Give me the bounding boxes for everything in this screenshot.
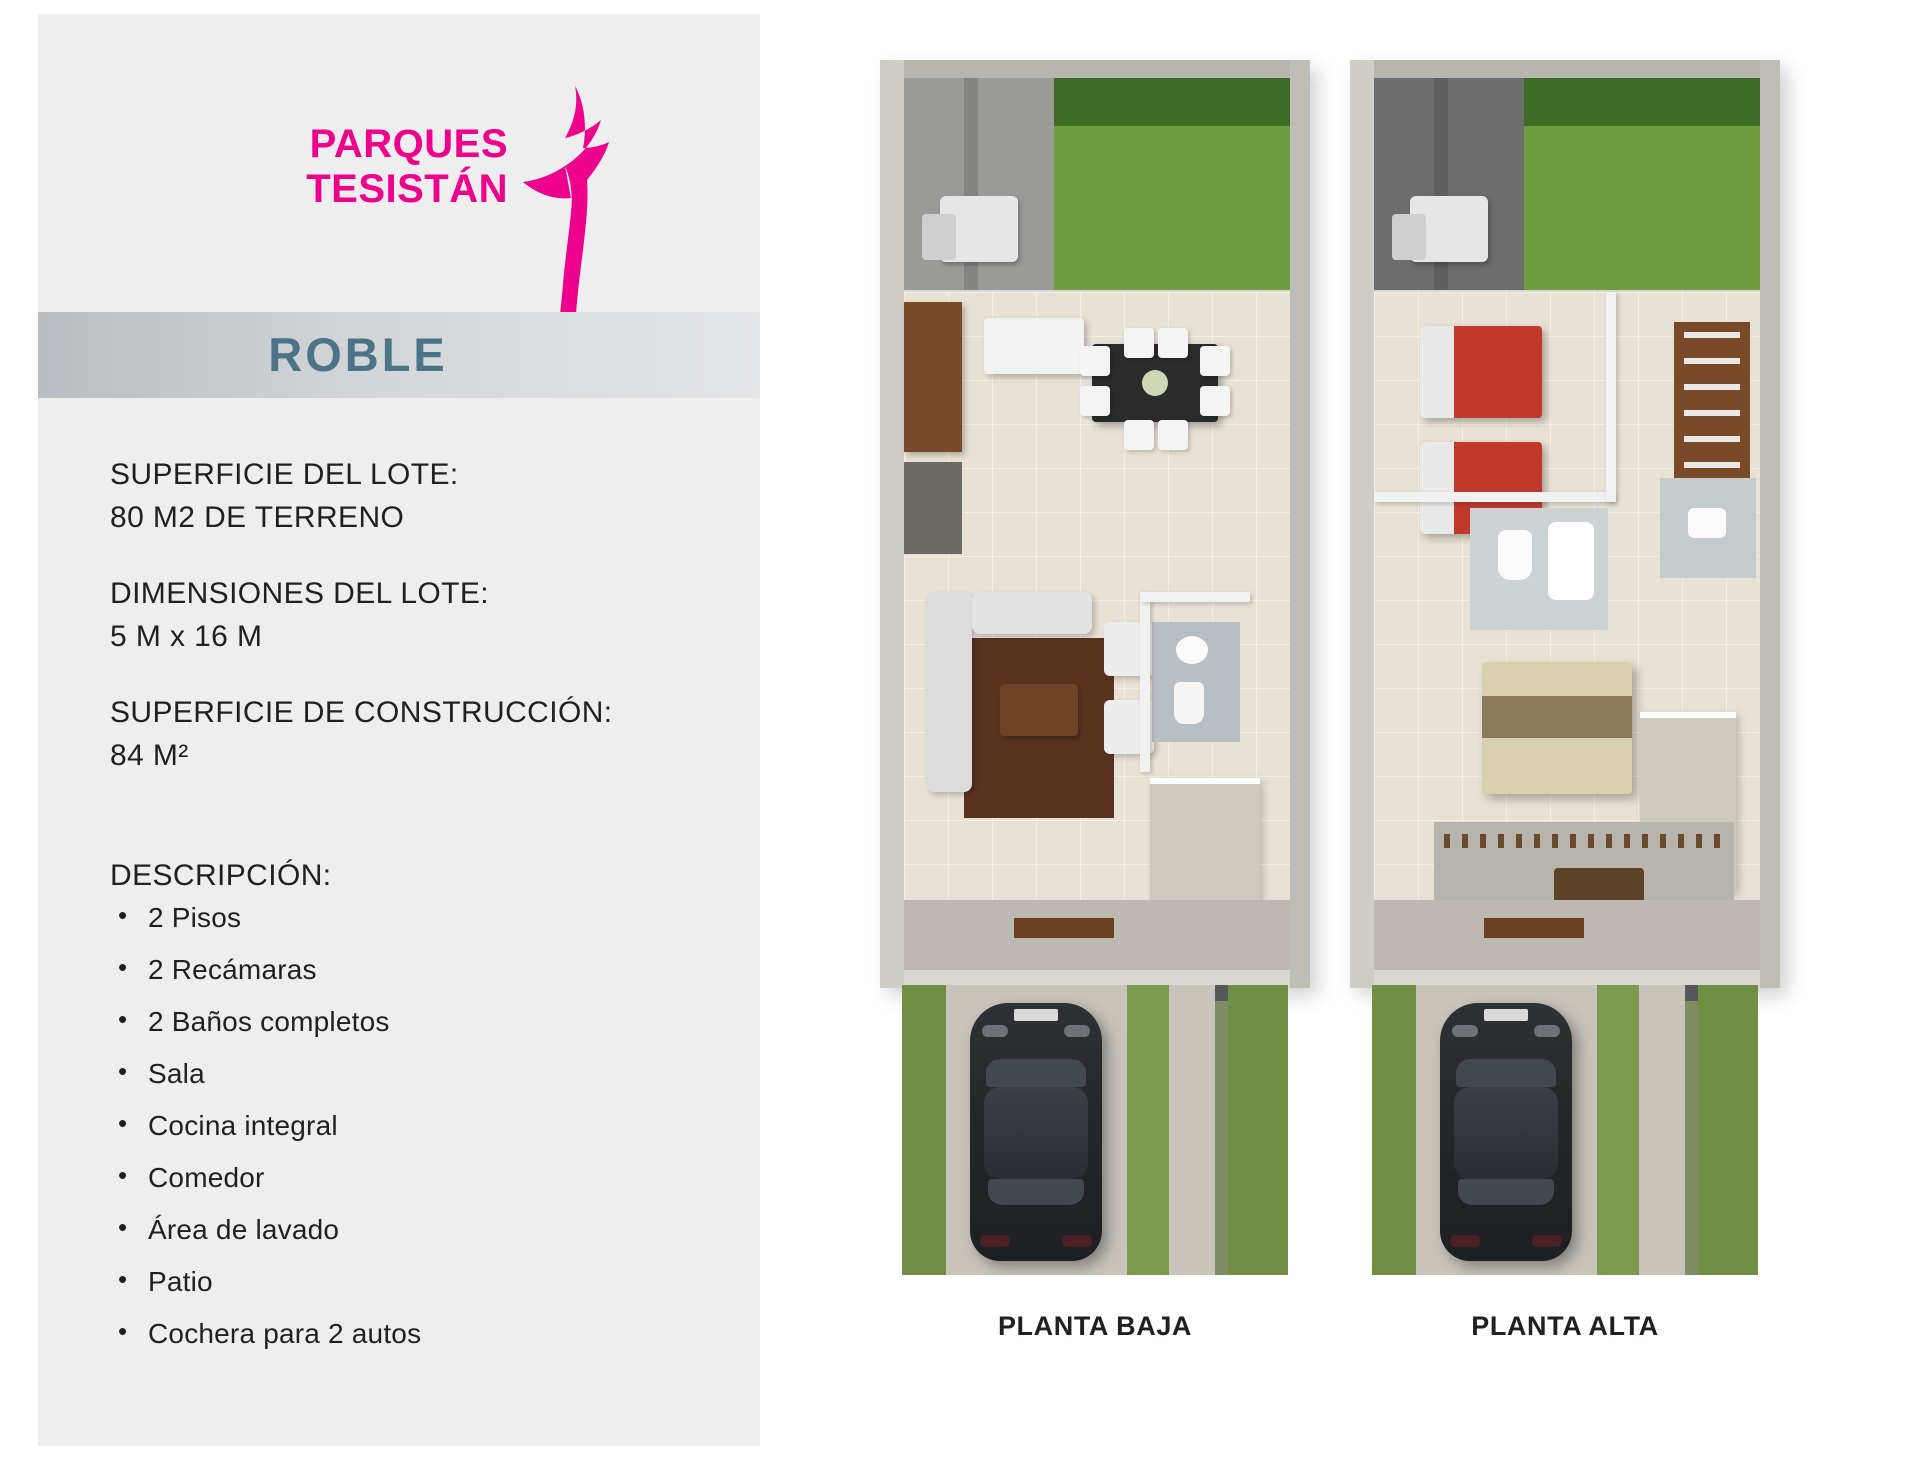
upper-floor-interior [1374, 292, 1760, 970]
description-list [110, 904, 710, 1372]
coffee-table [1000, 684, 1078, 736]
list-item: • Patio [110, 1268, 710, 1296]
front-door [1014, 918, 1114, 938]
spec-value: 80 M2 DE TERRENO [110, 500, 405, 534]
list-item: • 2 Baños completos [110, 1008, 710, 1036]
floor-plan-ground-render [880, 60, 1310, 1280]
spec-value: 84 M² [110, 738, 189, 772]
brand-name [238, 122, 508, 212]
spec-item [110, 454, 730, 539]
bathroom-secondary [1660, 478, 1756, 578]
spec-label: DIMENSIONES DEL LOTE: [110, 577, 490, 611]
spec-label: SUPERFICIE DEL LOTE: [110, 458, 459, 491]
info-panel [38, 14, 760, 1446]
spec-value: 5 M x 16 M [110, 619, 263, 653]
list-item: • 2 Recámaras [110, 956, 710, 984]
sofa [926, 592, 972, 792]
list-item: • Cochera para 2 autos [110, 1320, 710, 1348]
list-item: • Área de lavado [110, 1216, 710, 1244]
patio-area [904, 78, 1290, 290]
floor-plan-caption-ground: PLANTA BAJA [997, 1311, 1193, 1341]
balcony-rail [1484, 918, 1584, 938]
list-item: • Sala [110, 1060, 710, 1088]
floor-plan-upper [1350, 60, 1780, 1350]
master-bed [1482, 662, 1632, 794]
front-entrance [904, 900, 1290, 970]
house-shell [1350, 60, 1780, 988]
garage-area [1372, 985, 1758, 1275]
brand-line-2: TESISTÁN [306, 166, 508, 211]
bathroom-main [1470, 508, 1608, 630]
bedroom-bed-single [1420, 326, 1542, 418]
model-title-band [38, 312, 760, 398]
spec-label: SUPERFICIE DE CONSTRUCCIÓN: [110, 696, 613, 730]
specs-list [110, 454, 730, 812]
floor-plan-upper-render [1350, 60, 1780, 1280]
garage-area [902, 985, 1288, 1275]
brand-logo [38, 44, 760, 274]
list-item: • Cocina integral [110, 1112, 710, 1140]
floor-plan-caption-upper: PLANTA ALTA [1471, 1311, 1659, 1341]
description-heading: DESCRIPCIÓN: [110, 859, 332, 892]
ground-floor-interior [904, 292, 1290, 970]
kitchen-counter [904, 302, 962, 452]
page-title: ROBLE [268, 328, 448, 381]
floor-plans [860, 60, 1880, 1420]
dining-chairs [1080, 328, 1230, 438]
car [970, 1003, 1102, 1261]
spec-item [110, 692, 730, 777]
list-item: • Comedor [110, 1164, 710, 1192]
half-bathroom [1152, 622, 1240, 742]
floor-plan-ground [880, 60, 1310, 1350]
kitchen-island [984, 318, 1084, 374]
sofa-secondary [972, 592, 1092, 634]
balcony-front [1374, 900, 1760, 970]
house-shell [880, 60, 1310, 988]
car [1440, 1003, 1572, 1261]
brand-line-1: PARQUES [309, 122, 508, 166]
bird-logo-icon [513, 84, 623, 314]
roof-patio-area [1374, 78, 1760, 290]
spec-item [110, 573, 730, 658]
list-item: • 2 Pisos [110, 904, 710, 932]
